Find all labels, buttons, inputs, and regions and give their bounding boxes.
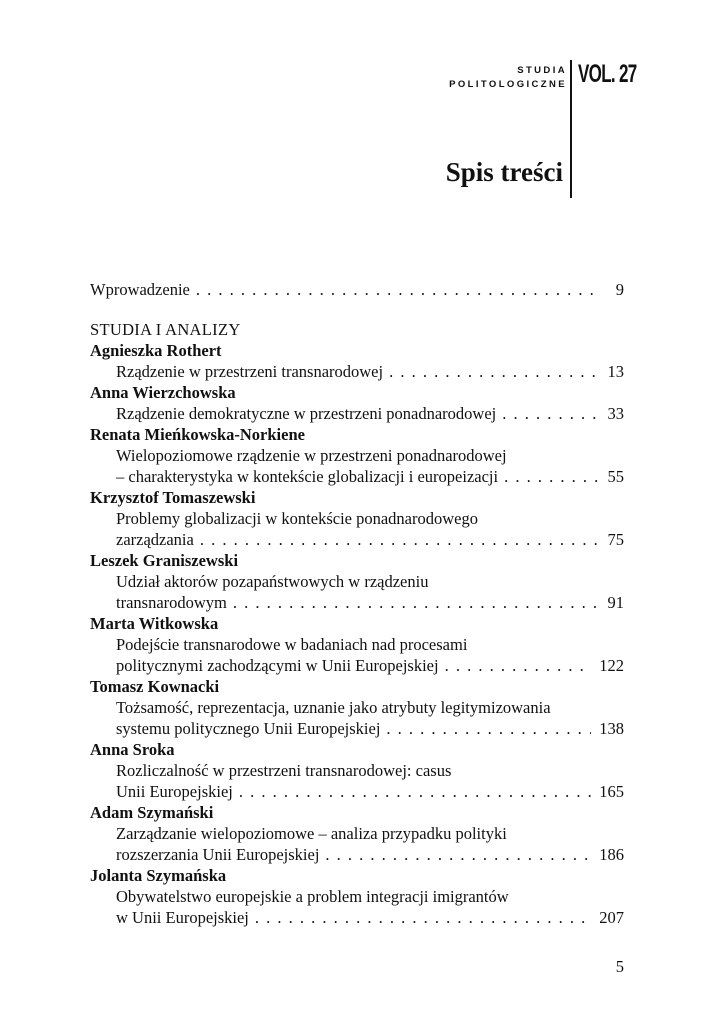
dot-leader	[389, 361, 598, 382]
toc-entry-title: transnarodowym	[116, 593, 227, 612]
toc-entry-author: Anna Sroka	[90, 740, 175, 759]
toc-entry-title-line	[90, 781, 624, 802]
toc-entry[interactable]	[90, 802, 624, 865]
dot-leader	[386, 718, 591, 739]
toc-entry-page: 75	[607, 530, 624, 549]
toc-entry-title: Problemy globalizacji w kontekście ponadnarodowego	[116, 509, 478, 528]
toc-entry-page: 91	[607, 593, 624, 612]
section-heading: STUDIA I ANALIZY	[90, 320, 241, 339]
table-of-contents	[90, 279, 624, 928]
toc-entry-author: Agnieszka Rothert	[90, 341, 222, 360]
toc-intro-label: Wprowadzenie	[90, 280, 190, 299]
toc-entry-author: Renata Mieńkowska-Norkiene	[90, 425, 305, 444]
toc-entry-title: Podejście transnarodowe w badaniach nad procesami	[116, 635, 468, 654]
toc-entry-page: 55	[607, 467, 624, 486]
toc-entry-author: Marta Witkowska	[90, 614, 219, 633]
toc-entry-title: Tożsamość, reprezentacja, uznanie jako atrybuty legitymizowania	[116, 698, 551, 717]
toc-entry-title: rozszerzania Unii Europejskiej	[116, 845, 320, 864]
journal-name-line1: STUDIA	[517, 65, 567, 76]
toc-entry-title: Rządzenie demokratyczne w przestrzeni ponadnarodowej	[116, 404, 497, 423]
toc-entry-title-line	[90, 508, 624, 529]
toc-entry-title: zarządzania	[116, 530, 194, 549]
toc-entry-title-line	[90, 718, 624, 739]
toc-entry-author: Adam Szymański	[90, 803, 214, 822]
dot-leader	[255, 907, 591, 928]
dot-leader	[502, 403, 598, 424]
header-divider	[570, 60, 572, 198]
journal-name	[449, 64, 567, 92]
dot-leader	[239, 781, 591, 802]
dot-leader	[200, 529, 598, 550]
toc-entry-author: Anna Wierzchowska	[90, 383, 236, 402]
journal-name-line2: POLITOLOGICZNE	[449, 79, 567, 90]
toc-entry-page: 207	[599, 908, 624, 927]
toc-entry-page: 33	[607, 404, 624, 423]
toc-entry[interactable]	[90, 739, 624, 802]
toc-entry[interactable]	[90, 676, 624, 739]
toc-intro-page: 9	[615, 280, 624, 299]
toc-entry-title-line	[90, 697, 624, 718]
toc-entry[interactable]	[90, 487, 624, 550]
toc-entry-title: politycznymi zachodzącymi w Unii Europejskiej	[116, 656, 439, 675]
dot-leader	[504, 466, 598, 487]
toc-entry[interactable]	[90, 340, 624, 382]
toc-entry-title-line	[90, 592, 624, 613]
toc-entry[interactable]	[90, 424, 624, 487]
toc-entry-title: Rządzenie w przestrzeni transnarodowej	[116, 362, 384, 381]
toc-entry-title-line	[90, 529, 624, 550]
toc-entry-title-line	[90, 760, 624, 781]
dot-leader	[233, 592, 598, 613]
toc-entry-title: Rozliczalność w przestrzeni transnarodowej: casus	[116, 761, 452, 780]
toc-entry-title: Unii Europejskiej	[116, 782, 233, 801]
toc-entry-title: Udział aktorów pozapaństwowych w rządzeniu	[116, 572, 429, 591]
toc-entry-title-line	[90, 466, 624, 487]
toc-entry-title: Wielopoziomowe rządzenie w przestrzeni ponadnarodowej	[116, 446, 507, 465]
page-number: 5	[615, 957, 624, 976]
toc-entry-title-line	[90, 823, 624, 844]
toc-entry-page: 138	[599, 719, 624, 738]
toc-entry-title-line	[90, 655, 624, 676]
toc-entry-title-line	[90, 844, 624, 865]
toc-entry-page: 13	[607, 362, 624, 381]
dot-leader	[325, 844, 591, 865]
dot-leader	[445, 655, 592, 676]
toc-intro[interactable]	[90, 279, 624, 300]
toc-entry[interactable]	[90, 550, 624, 613]
toc-entry[interactable]	[90, 613, 624, 676]
dot-leader	[196, 279, 598, 300]
toc-entry-title-line	[90, 634, 624, 655]
toc-entry-page: 186	[599, 845, 624, 864]
toc-entry-author: Leszek Graniszewski	[90, 551, 239, 570]
toc-entry-title: Obywatelstwo europejskie a problem integracji imigrantów	[116, 887, 509, 906]
toc-entry-title-line	[90, 403, 624, 424]
page-title: Spis treści	[445, 157, 563, 187]
toc-entry-title-line	[90, 886, 624, 907]
toc-entries	[90, 340, 624, 928]
toc-entry-page: 122	[599, 656, 624, 675]
toc-entry-title-line	[90, 361, 624, 382]
toc-entry-title: – charakterystyka w kontekście globalizacji i europeizacji	[116, 467, 499, 486]
toc-entry-author: Krzysztof Tomaszewski	[90, 488, 256, 507]
toc-entry[interactable]	[90, 382, 624, 424]
toc-entry-title-line	[90, 907, 624, 928]
toc-entry-title-line	[90, 445, 624, 466]
toc-entry-page: 165	[599, 782, 624, 801]
toc-entry-title-line	[90, 571, 624, 592]
toc-entry-author: Tomasz Kownacki	[90, 677, 220, 696]
toc-entry-title: Zarządzanie wielopoziomowe – analiza przypadku polityki	[116, 824, 507, 843]
toc-entry[interactable]	[90, 865, 624, 928]
toc-entry-author: Jolanta Szymańska	[90, 866, 227, 885]
toc-entry-title: systemu politycznego Unii Europejskiej	[116, 719, 381, 738]
volume-label: VOL. 27	[578, 60, 637, 88]
toc-entry-title: w Unii Europejskiej	[116, 908, 249, 927]
